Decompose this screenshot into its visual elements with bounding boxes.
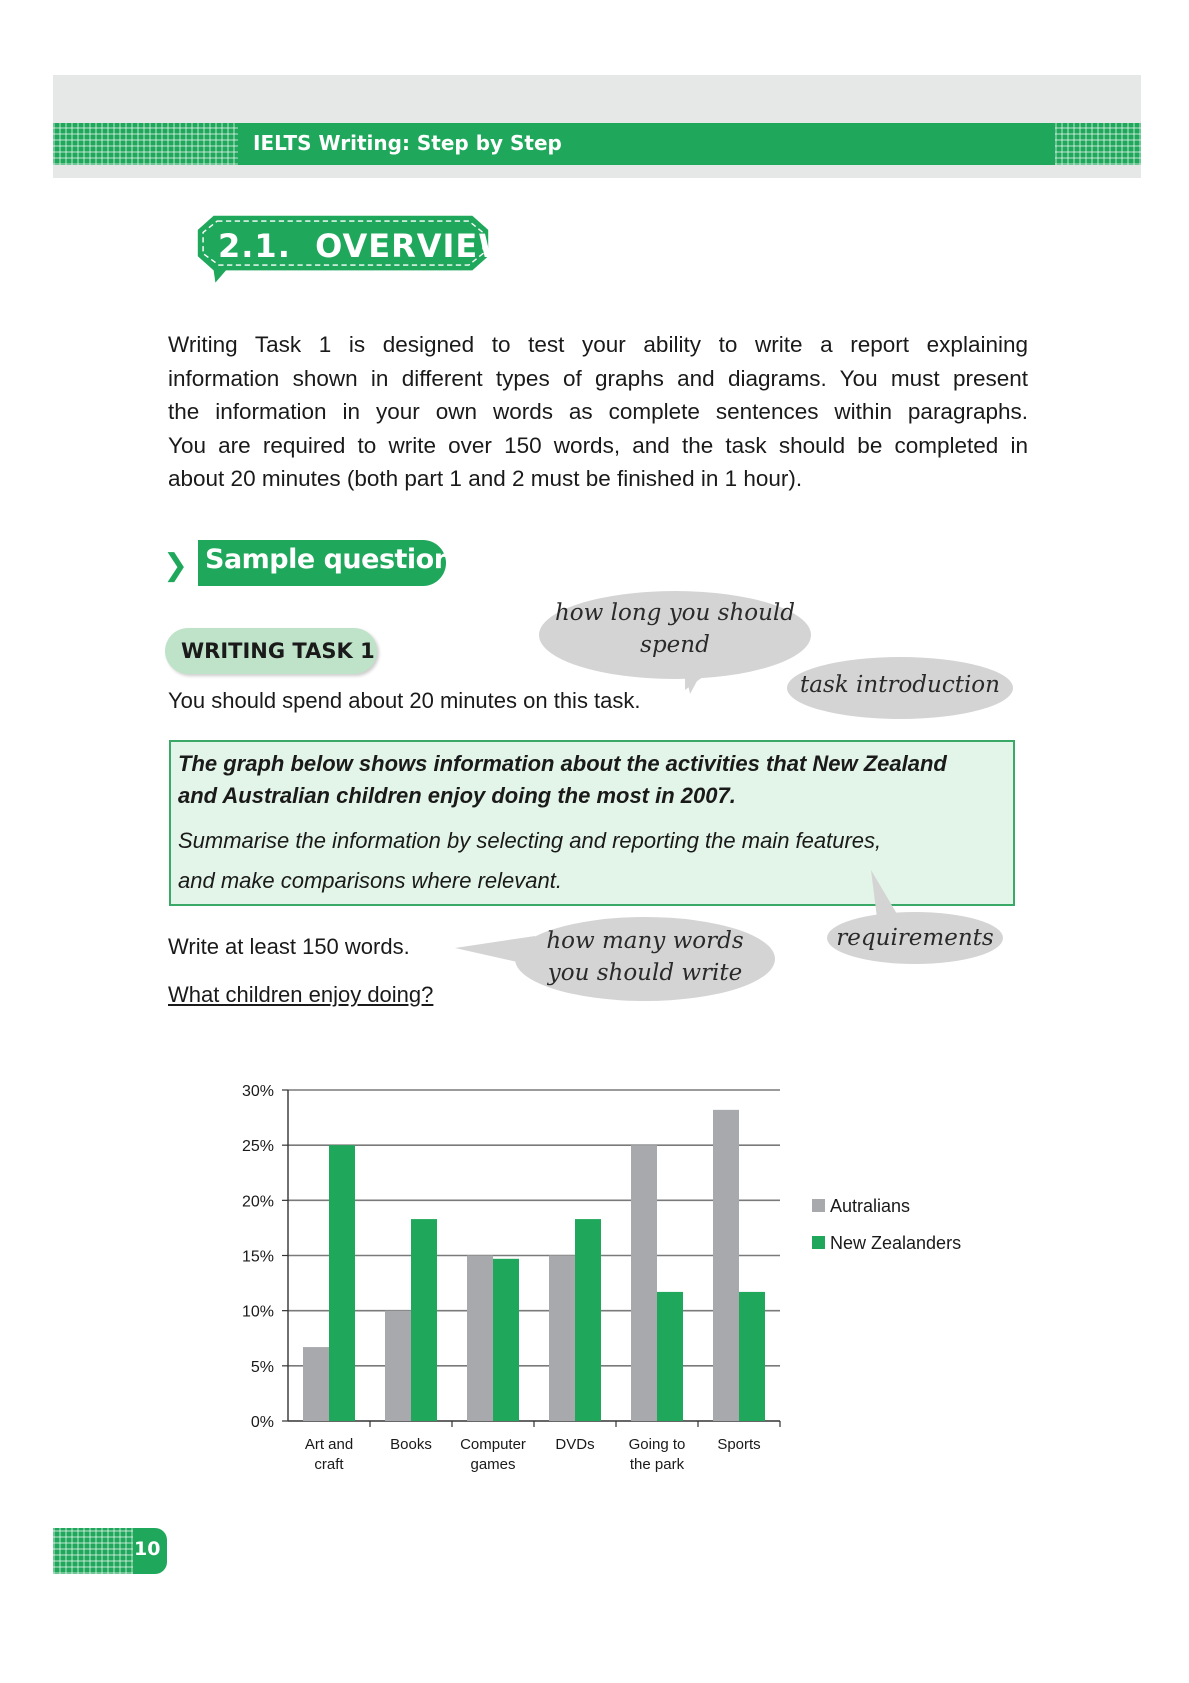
page-number-pattern	[53, 1528, 133, 1574]
intro-line-3: the information in your own words as complete sentences within paragraphs.	[168, 399, 1028, 424]
x-tick-label: Going to	[628, 1436, 686, 1453]
x-tick-label: craft	[314, 1456, 344, 1473]
x-tick-label: games	[470, 1456, 516, 1473]
x-tick-label: Books	[390, 1436, 432, 1453]
y-tick-label: 15%	[241, 1248, 274, 1266]
bubble-words-line1: how many words	[546, 928, 744, 954]
intro-paragraph	[168, 328, 1028, 496]
legend-swatch	[812, 1236, 825, 1249]
bubble-requirements-text: requirements	[836, 925, 994, 951]
bar	[631, 1145, 657, 1421]
x-tick-label: Sports	[717, 1436, 761, 1453]
y-tick-label: 30%	[241, 1083, 274, 1100]
legend-label: Autralians	[830, 1196, 911, 1216]
bubble-spend-line2: spend	[640, 632, 710, 658]
sample-question-label: Sample question:	[205, 544, 463, 575]
bubble-spend-line1: how long you should	[554, 600, 796, 626]
intro-line-4: You are required to write over 150 words, and the task should be completed in	[168, 432, 1028, 458]
x-tick-label: Computer	[460, 1436, 526, 1453]
bar	[575, 1219, 601, 1421]
x-tick-label: Art and	[304, 1436, 354, 1453]
y-tick-label: 10%	[241, 1303, 274, 1321]
bar	[329, 1145, 355, 1421]
section-title: 2.1. OVERVIEW	[218, 227, 515, 265]
task-ital-line1: Summarise the information by selecting and reporting the main features,	[178, 828, 882, 853]
bubble-intro-text: task introduction	[800, 672, 1000, 698]
bar-chart	[220, 1070, 990, 1490]
bar	[657, 1292, 683, 1421]
task-prompt-bold	[178, 748, 1008, 812]
legend-label: New Zealanders	[830, 1233, 962, 1253]
header-title: IELTS Writing: Step by Step	[253, 131, 562, 155]
x-tick-label: DVDs	[555, 1436, 595, 1453]
bar	[493, 1259, 519, 1421]
task-ital-line2: and make comparisons where relevant.	[178, 868, 562, 893]
bar	[713, 1110, 739, 1421]
bar	[549, 1256, 575, 1422]
y-tick-label: 5%	[250, 1358, 274, 1376]
bubble-requirements	[825, 870, 1015, 966]
spend-instruction: You should spend about 20 minutes on this task.	[168, 688, 641, 713]
bubble-words-line2: you should write	[547, 960, 743, 986]
header-top-bar	[53, 75, 1141, 123]
bar	[739, 1292, 765, 1421]
y-tick-label: 0%	[250, 1414, 274, 1431]
task-bold-line1: The graph below shows information about the activities that New Zealand	[178, 751, 947, 776]
word-requirement: Write at least 150 words.	[168, 934, 410, 959]
intro-line-1: Writing Task 1 is designed to test your ability to write a report explaining	[168, 332, 1028, 357]
task-bold-line2: and Australian children enjoy doing the most in 2007.	[178, 783, 736, 808]
header-pattern-left	[53, 123, 238, 165]
x-tick-label: the park	[629, 1456, 685, 1473]
chevron-right-icon: ❯	[163, 548, 189, 583]
bar	[303, 1347, 329, 1421]
legend-swatch	[812, 1199, 825, 1212]
intro-line-2: information shown in different types of graphs and diagrams. You must present	[168, 365, 1028, 391]
bar	[411, 1219, 437, 1421]
header-pattern-right	[1055, 123, 1141, 165]
intro-line-5: about 20 minutes (both part 1 and 2 must be finished in 1 hour).	[168, 466, 803, 491]
header-bottom-bar	[53, 165, 1141, 178]
bar	[467, 1256, 493, 1422]
page-number: 10	[134, 1538, 161, 1560]
y-tick-label: 25%	[241, 1138, 274, 1156]
chart-question: What children enjoy doing?	[168, 982, 434, 1007]
y-tick-label: 20%	[241, 1193, 274, 1211]
bar	[385, 1311, 411, 1421]
writing-task-label: WRITING TASK 1	[181, 639, 375, 663]
